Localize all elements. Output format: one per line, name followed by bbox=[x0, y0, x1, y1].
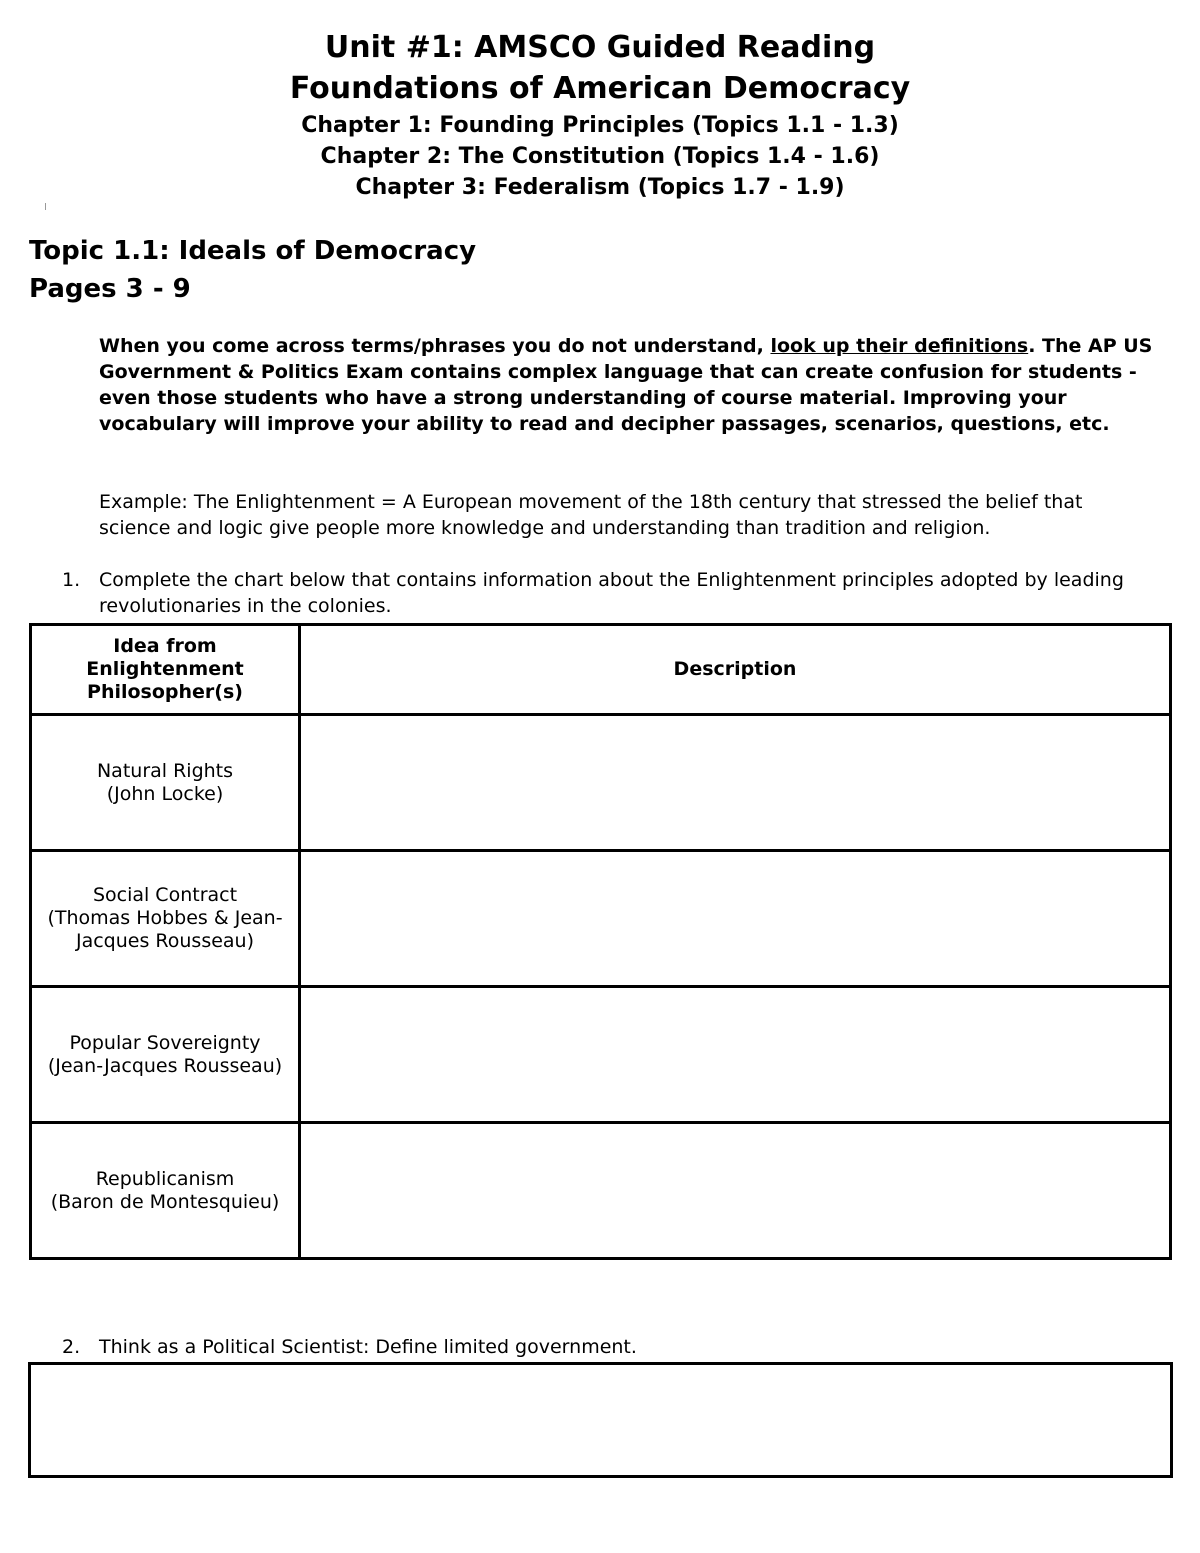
idea-cell bbox=[31, 1123, 300, 1259]
question-2-text: Think as a Political Scientist: Define limited government. bbox=[99, 1336, 637, 1358]
instructions-part-1: When you come across terms/phrases you do not understand, bbox=[99, 335, 771, 357]
question-2-number: 2. bbox=[62, 1336, 81, 1358]
idea-philosopher: (Thomas Hobbes & Jean-Jacques Rousseau) bbox=[47, 907, 283, 952]
topic-pages: Pages 3 - 9 bbox=[29, 274, 191, 304]
idea-name: Popular Sovereignty bbox=[69, 1031, 261, 1054]
vocabulary-instructions bbox=[99, 333, 1169, 437]
unit-title: Unit #1: AMSCO Guided Reading bbox=[324, 30, 876, 65]
document-header bbox=[0, 28, 1200, 203]
enlightenment-chart bbox=[29, 623, 1172, 1260]
description-cell[interactable] bbox=[300, 1123, 1171, 1259]
topic-title: Topic 1.1: Ideals of Democracy bbox=[29, 236, 477, 266]
idea-cell bbox=[31, 987, 300, 1123]
table-row bbox=[31, 1123, 1171, 1259]
question-1-text: Complete the chart below that contains information about the Enlightenment principles adopted by leading revolutionaries in the colonies. bbox=[99, 569, 1124, 617]
cursor-mark bbox=[45, 203, 46, 210]
description-cell[interactable] bbox=[300, 851, 1171, 987]
unit-subtitle: Foundations of American Democracy bbox=[289, 71, 911, 106]
idea-name: Natural Rights bbox=[96, 759, 234, 782]
description-column-header: Description bbox=[300, 625, 1171, 715]
idea-column-header: Idea from Enlightenment Philosopher(s) bbox=[31, 625, 300, 715]
description-cell[interactable] bbox=[300, 987, 1171, 1123]
description-cell[interactable] bbox=[300, 715, 1171, 851]
table-row bbox=[31, 715, 1171, 851]
limited-government-answer-box[interactable] bbox=[28, 1362, 1173, 1478]
topic-heading bbox=[29, 232, 476, 308]
table-row bbox=[31, 987, 1171, 1123]
chapter-1-line: Chapter 1: Founding Principles (Topics 1.1 - 1.3) bbox=[301, 113, 899, 138]
idea-cell bbox=[31, 715, 300, 851]
question-2 bbox=[62, 1334, 1172, 1360]
chart-header-row bbox=[31, 625, 1171, 715]
example-definition: Example: The Enlightenment = A European movement of the 18th century that stressed the belief that science and logic give people more knowledge and understanding than tradition and religion. bbox=[99, 491, 1083, 539]
idea-name: Republicanism bbox=[95, 1167, 235, 1190]
idea-philosopher: (Jean-Jacques Rousseau) bbox=[47, 1054, 283, 1077]
question-1 bbox=[62, 567, 1172, 619]
table-row bbox=[31, 851, 1171, 987]
idea-cell bbox=[31, 851, 300, 987]
idea-name: Social Contract bbox=[92, 884, 238, 906]
question-1-number: 1. bbox=[62, 569, 81, 591]
definitions-link[interactable]: look up their definitions bbox=[770, 335, 1029, 357]
idea-philosopher: (John Locke) bbox=[106, 782, 224, 805]
chapter-2-line: Chapter 2: The Constitution (Topics 1.4 - 1.6) bbox=[320, 144, 880, 169]
chapter-3-line: Chapter 3: Federalism (Topics 1.7 - 1.9) bbox=[355, 175, 845, 200]
instructions-part-2: . The AP US Government & Politics Exam contains complex language that can create confusion for students - even those students who have a strong understanding of course material. Improving your vocabulary will improve your ability to read and decipher passages, scenarios, questions, etc. bbox=[99, 335, 1153, 435]
idea-philosopher: (Baron de Montesquieu) bbox=[50, 1190, 280, 1213]
